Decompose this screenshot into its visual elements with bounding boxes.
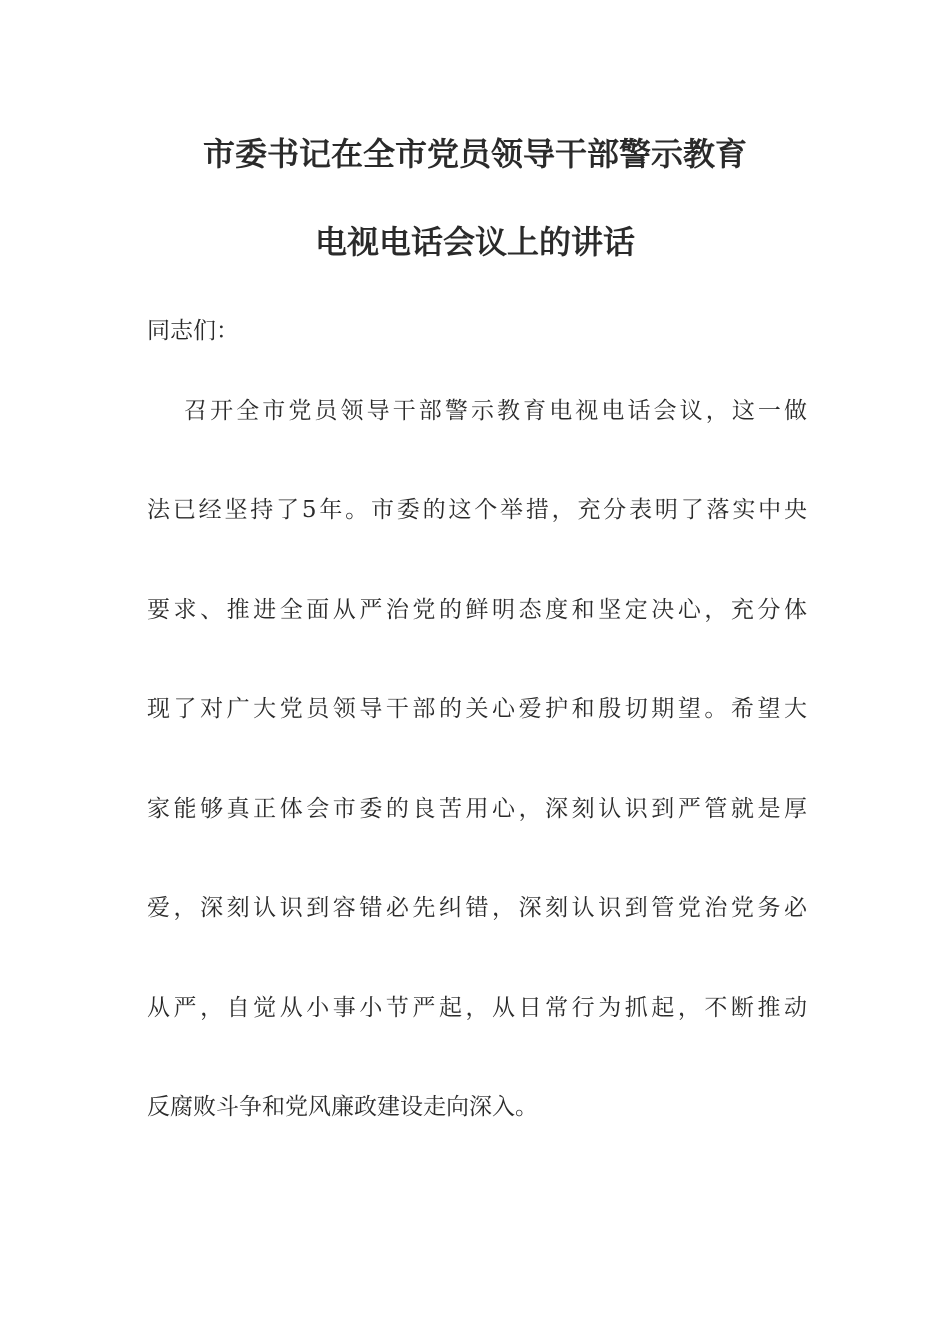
paragraph-line: 爱，深刻认识到容错必先纠错，深刻认识到管党治党务必	[147, 895, 807, 921]
paragraph-line: 要求、推进全面从严治党的鲜明态度和坚定决心，充分体	[147, 597, 807, 623]
paragraph-line: 家能够真正体会市委的良苦用心，深刻认识到严管就是厚	[147, 796, 807, 822]
title-line-1: 市委书记在全市党员领导干部警示教育	[202, 135, 747, 173]
title-line-2: 电视电话会议上的讲话	[314, 223, 635, 261]
paragraph-line: 召开全市党员领导干部警示教育电视电话会议，这一做	[184, 398, 807, 424]
paragraph-line: 反腐败斗争和党风廉政建设走向深入。	[147, 1094, 538, 1120]
paragraph-line: 法已经坚持了5年。市委的这个举措，充分表明了落实中央	[147, 497, 807, 523]
paragraph-line: 从严，自觉从小事小节严起，从日常行为抓起，不断推动	[147, 995, 807, 1021]
salutation: 同志们：	[147, 318, 239, 344]
paragraph-line: 现了对广大党员领导干部的关心爱护和殷切期望。希望大	[147, 696, 807, 722]
